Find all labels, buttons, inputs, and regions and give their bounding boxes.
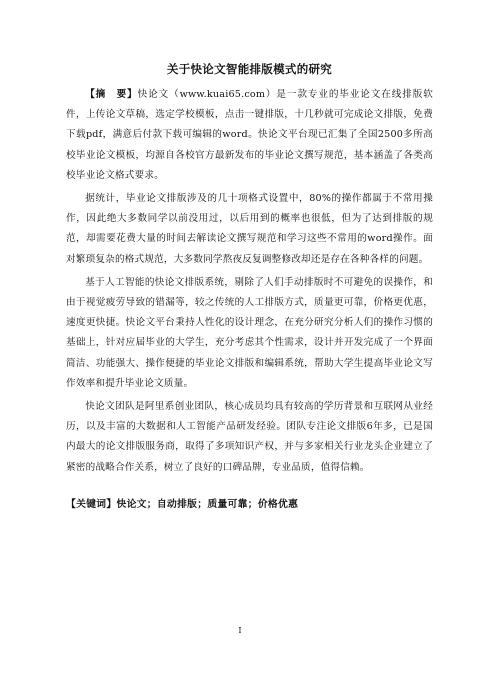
keywords-line: 【关键词】快论文；自动排版；质量可靠；价格优惠 (66, 498, 299, 510)
abstract-label: 【摘 要】 (85, 89, 138, 100)
body-paragraph-statistics: 据统计，毕业论文排版涉及的几十项格式设置中，80%的操作都属于不常用操作，因此绝大多数同学以前没用过，以后用到的概率也很低，但为了达到排版的规范，却需要花费大量的时间去解读论文撰写规范和学习这些不常用的word操作。面对繁琐复杂的格式规范，大多数同学熬夜反复调整修改却还是存在各种各样的问题。 (66, 193, 433, 265)
page-number: I (238, 626, 242, 635)
document-page (66, 62, 433, 512)
document-title: 关于快论文智能排版模式的研究 (166, 62, 333, 76)
abstract-paragraph (66, 85, 433, 186)
body-paragraph-ai-system: 基于人工智能的快论文排版系统，剔除了人们手动排版时不可避免的误操作，和由于视觉疲劳导致的错漏等，较之传统的人工排版方式，质量更可靠，价格更优惠，速度更快捷。快论文平台秉持人性化的设计理念，在充分研究分析人们的操作习惯的基础上，针对应届毕业的大学生，充分考虑其个性需求，设计并开发完成了一个界面简洁、功能强大、操作便捷的毕业论文排版和编辑系统，帮助大学生提高毕业论文写作效率和提升毕业论文质量。 (66, 276, 433, 389)
body-paragraph-team: 快论文团队是阿里系创业团队，核心成员均具有较高的学历背景和互联网从业经历，以及丰富的大数据和人工智能产品研发经验。团队专注论文排版6年多，已是国内最大的论文排版服务商，取得了多项知识产权，并与多家相关行业龙头企业建立了紧密的战略合作关系，树立了良好的口碑品牌，专业品质，值得信赖。 (66, 401, 433, 473)
abstract-text: 快论文（www.kuai65.com）是一款专业的毕业论文在线排版软件，上传论文草稿，选定学校模板，点击一键排版，十几秒就可完成论文排版，免费下载pdf，满意后付款下载可编辑的word。快论文平台现已汇集了全国2500多所高校毕业论文模板，均源自各校官方最新发布的毕业论文撰写规范，基本涵盖了各类高校毕业论文格式要求。 (66, 89, 433, 181)
